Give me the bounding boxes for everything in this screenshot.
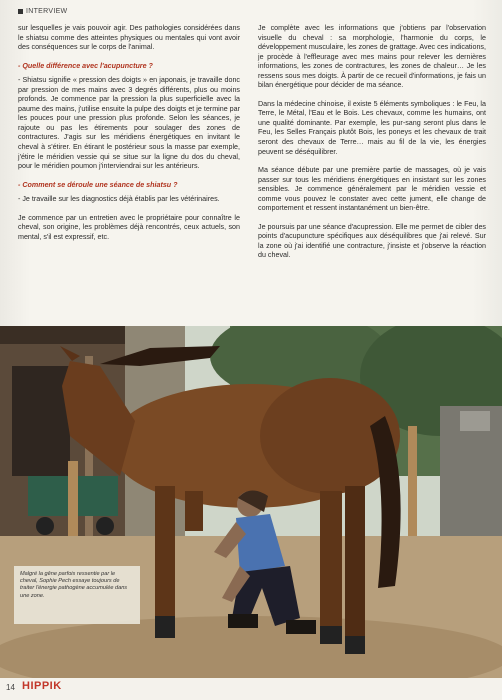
left-column xyxy=(18,24,240,251)
page-number: 14 xyxy=(6,683,15,692)
section-tag xyxy=(18,8,67,15)
question-heading: - Quelle différence avec l'acupuncture ? xyxy=(18,61,153,70)
paragraph: - Je travaille sur les diagnostics déjà établis par les vétérinaires. xyxy=(18,195,220,204)
magazine-logo: HIPPIK xyxy=(22,680,62,692)
paragraph: Dans la médecine chinoise, il existe 5 éléments symboliques : le Feu, la Terre, le Métal, l'Eau et le Bois. Les chevaux, comme les humains, ont une qualité dominante. Par exemple, les pur-sang seront plus dans le Feu, les Selles Français plutôt Bois, les poneys et les chevaux de trait seront des chevaux de Terre… mais au fil de la vie, les énergies peuvent se déséquilibrer. xyxy=(258,99,486,156)
page-footer xyxy=(0,678,502,700)
section-label: INTERVIEW xyxy=(26,8,68,15)
horse-photo-illustration xyxy=(0,326,502,678)
horse-photo xyxy=(0,326,502,678)
right-column xyxy=(258,24,486,270)
paragraph: Ma séance débute par une première partie de massages, où je vais passer sur tous les méridiens énergétiques en insistant sur les zones sensibles. Je commence généralement par le méridien vessie et comme vous pouvez le constater avec cette jument, elle change de comportement et ressent instantanément un bien-être. xyxy=(258,166,486,213)
paragraph: sur lesquelles je vais pouvoir agir. Des pathologies considérées dans le shiatsu comme des atteintes physiques ou mentales qui vont avoir des conséquences sur le corps de l'animal. xyxy=(18,24,240,52)
photo-caption: Malgré la gêne parfois ressentie par le cheval, Sophie Pech essaye toujours de traiter l'énergie pathogène accumulée dans une zone. xyxy=(14,566,140,624)
paragraph: Je poursuis par une séance d'acupression. Elle me permet de cibler des points d'acupuncture spécifiques aux déséquilibres que j'ai relevé. Sur la zone où j'ai identifié une contracture, j'insiste et j'observe la réaction du cheval. xyxy=(258,222,487,260)
paragraph: Je commence par un entretien avec le propriétaire pour connaître le cheval, son origine, les problèmes déjà rencontrés, ceux actuels, son mental, s'il est expressif, etc. xyxy=(18,213,240,241)
paragraph: - Shiatsu signifie « pression des doigts » en japonais, je travaille donc par pression de mes mains avec 3 degrés différents, plus ou moins profonds. Je commence par la pression la plus superficielle avec la paume des mains, j'utilise ensuite la pulpe des doigts et je termine par les pouces pour une pression plus profonde. Selon les séances, je rajoute ou pas les étirements pour soulager des zones de contractures. J'agis sur les méridiens énergétiques en invitant le cheval à s'étirer. En étirant le postérieur sous la masse par exemple, j'étire le méridien vessie qui se situe sur la ligne du dos du cheval, pour le méridien poumon j'interviendrai sur les antérieurs. xyxy=(18,76,240,171)
paragraph: Je complète avec les informations que j'obtiens par l'observation visuelle du cheval : sa morphologie, l'harmonie du corps, le développement musculaire, les zones de grattage. Avec ces indications, je procède à l'effleurage avec mes mains pour relever les dernières informations, les zones de contractures, les zones de chaleur… Je les ressens sous mes doigts. À partir de ce recueil d'informations, je fais un bilan énergétique pour décider de ma séance. xyxy=(258,24,486,90)
section-square-icon xyxy=(18,9,23,14)
question-heading: - Comment se déroule une séance de shiatsu ? xyxy=(18,180,178,189)
